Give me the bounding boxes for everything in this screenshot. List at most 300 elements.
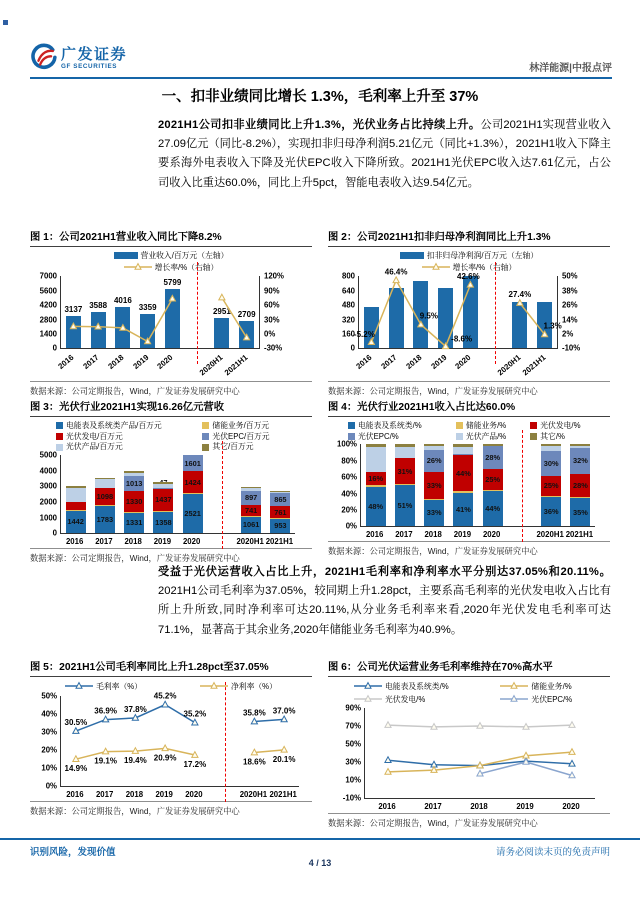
axis-tick-label: 30% <box>264 315 280 325</box>
x-tick-label: 2017 <box>379 353 399 372</box>
bar-segment <box>570 444 590 446</box>
legend-line-swatch <box>124 262 152 274</box>
legend-label: 净利率（%） <box>231 682 277 691</box>
x-axis-labels <box>60 534 294 546</box>
x-tick-label: 2020 <box>453 353 473 372</box>
figure-2-source: 数据来源：公司定期报告，Wind，广发证券发展研究中心 <box>328 381 610 397</box>
x-tick-label: 2020 <box>482 530 501 540</box>
bar-segment <box>366 485 386 487</box>
page-number: 4 / 13 <box>308 858 332 868</box>
axis-tick-label: 1000 <box>39 513 57 523</box>
axis-tick-label: -30% <box>264 343 283 353</box>
legend-label: 储能业务/百万元 <box>212 421 270 430</box>
x-tick-label: 2021H1 <box>269 789 297 799</box>
legend-item <box>56 442 198 452</box>
figure-row-1 <box>30 228 610 397</box>
legend-item <box>114 251 229 261</box>
value-label: 30.5% <box>64 717 88 727</box>
x-axis-labels <box>364 799 594 811</box>
axis-tick-label: 50% <box>41 691 57 701</box>
x-tick-label: 2018 <box>124 537 142 547</box>
value-label: 27.4% <box>508 290 532 300</box>
figure-4-source: 数据来源：公司定期报告，Wind，广发证券发展研究中心 <box>328 541 610 557</box>
y-axis-left <box>30 450 60 538</box>
x-tick-label: 2020H1 <box>197 353 225 378</box>
legend-label: 电能表及系统类产品/百万元 <box>66 421 162 430</box>
bar-value-label: 2951 <box>212 307 231 317</box>
axis-tick-label: 60% <box>341 472 357 482</box>
paragraph-2-body: 2021H1公司毛利率为37.05%，较同期上升1.28pct，主要系高毛利率的光伏发电收入占比有所上升所致,同时净利率可达20.11%,从分业务毛利率来看,2020年光伏发电毛利率可达71.1%，显著高于其余业务,2020年储能业务毛利率为40.9%。 <box>158 585 611 636</box>
axis-tick-label: 160 <box>341 329 355 339</box>
axis-tick-label: 2% <box>562 329 574 339</box>
paragraph-1-body: 公司2021H1实现营业收入27.09亿元（同比-8.2%），实现扣非归母净利润5.21亿元（同比+1.3%），2021H1收入下降主要系海外电表收入下降及光伏EPC收入下降所致。2021H1光伏EPC收入达7.61亿元，占公司收入比重达60.0%，同比上升5pct，智能电表收入达9.54亿元。 <box>158 119 611 189</box>
bar-segment <box>95 478 115 480</box>
page-footer <box>30 844 610 858</box>
axis-tick-label: 120% <box>264 271 284 281</box>
figure-5-plot <box>30 691 312 791</box>
legend-label: 电能表及系统类/% <box>358 421 422 430</box>
legend-label: 光伏发电/百万元 <box>66 431 123 441</box>
segment-value-label: 32% <box>572 456 588 466</box>
segment-value-label: 1783 <box>96 514 114 524</box>
figure-4-title: 图 4：光伏行业2021H1收入占比达60.0% <box>328 398 610 417</box>
legend-swatch <box>202 433 209 440</box>
legend-item <box>56 432 198 442</box>
legend-item <box>348 432 453 442</box>
segment-value-label: 44% <box>485 503 501 513</box>
plot-area <box>60 276 260 349</box>
legend-label: 光伏产品/百万元 <box>66 442 123 452</box>
segment-value-label: 33% <box>426 480 442 490</box>
segment-value-label: 28% <box>572 480 588 490</box>
axis-tick-label: 0% <box>264 329 276 339</box>
x-tick-label: 2019 <box>453 530 472 540</box>
legend-label: 增长率/%（右轴） <box>154 262 219 272</box>
data-point-marker <box>368 339 374 345</box>
x-tick-label: 2021H1 <box>222 353 250 378</box>
x-tick-label: 2016 <box>365 530 384 540</box>
paragraph-1-lead: 2021H1公司扣非业绩同比上升1.3%，光伏业务占比持续上升。 <box>158 119 481 131</box>
axis-tick-label: 60% <box>264 300 280 310</box>
axis-tick-label: 50% <box>562 271 578 281</box>
axis-tick-label: 0 <box>350 343 355 353</box>
legend-item <box>200 681 277 693</box>
x-tick-label: 2020H1 <box>236 537 264 547</box>
legend-swatch <box>202 422 209 429</box>
segment-value-label: 741 <box>244 505 258 515</box>
segment-value-label: 897 <box>244 493 258 503</box>
legend-item <box>354 681 496 693</box>
bar-segment <box>124 473 144 476</box>
line-series <box>73 299 172 342</box>
x-tick-label: 2016 <box>65 537 84 547</box>
x-tick-label: 2018 <box>470 802 488 812</box>
axis-tick-label: 1400 <box>39 329 57 339</box>
axis-tick-label: 40% <box>41 709 57 719</box>
segment-value-label: 36% <box>543 507 559 517</box>
legend-label: 其它/% <box>540 431 565 441</box>
figure-6-plot <box>328 703 610 803</box>
legend-label: 营业收入/百万元（左轴） <box>140 251 229 260</box>
segment-value-label: 1331 <box>125 518 143 528</box>
segment-value-label: 35% <box>572 507 588 517</box>
segment-value-label: 1330 <box>125 497 143 507</box>
segment-value-label: 28% <box>485 453 501 463</box>
x-tick-label: 2020 <box>562 802 580 812</box>
axis-tick-label: 10% <box>345 775 361 785</box>
legend-swatch <box>456 422 463 429</box>
axis-tick-label: 320 <box>341 315 355 325</box>
figure-1 <box>30 228 312 397</box>
bar-segment <box>183 493 203 494</box>
legend-swatch <box>56 433 63 440</box>
axis-tick-label: -10% <box>342 793 361 803</box>
bar-segment <box>453 444 473 446</box>
line-series <box>254 719 284 721</box>
legend-item <box>530 421 610 431</box>
legend-label: 扣非归母净利润/百万元（左轴） <box>426 251 539 260</box>
legend-item <box>456 432 527 442</box>
line-series <box>254 750 284 753</box>
x-tick-label: 2018 <box>424 530 442 540</box>
bar-segment <box>570 497 590 498</box>
bar-segment <box>483 490 503 491</box>
value-label: 37.8% <box>124 704 147 714</box>
legend-label: 光伏EPC/百万元 <box>212 431 270 441</box>
figure-3-source: 数据来源：公司定期报告，Wind，广发证券发展研究中心 <box>30 548 312 564</box>
bar-segment <box>241 488 261 490</box>
bar-value-label: 3137 <box>64 305 83 315</box>
axis-tick-label: 5000 <box>39 450 57 460</box>
legend-swatch <box>530 422 537 429</box>
bar-segment <box>483 444 503 446</box>
legend-label: 光伏产品/% <box>465 431 507 441</box>
axis-tick-label: 90% <box>264 286 280 296</box>
legend-item <box>65 681 142 693</box>
legend-swatch <box>348 422 355 429</box>
data-point-marker <box>162 701 168 707</box>
value-label: 42.6% <box>457 272 480 282</box>
brand-name-en: GF SECURITIES <box>61 63 118 71</box>
bar-segment <box>541 496 561 497</box>
x-tick-label: 2016 <box>56 353 76 372</box>
y-axis-right <box>260 271 298 353</box>
figure-5 <box>30 658 312 829</box>
legend-item <box>124 262 219 274</box>
data-point-marker <box>219 295 225 301</box>
bar-segment <box>424 446 444 450</box>
segment-value-label: 26% <box>426 456 442 466</box>
bar-segment <box>124 471 144 473</box>
figure-4-legend <box>328 421 610 441</box>
footer-slogan: 识别风险，发现价值 <box>30 847 116 858</box>
figure-3-plot <box>30 450 312 538</box>
axis-tick-label: 70% <box>345 721 361 731</box>
legend-label: 储能业务/% <box>531 682 572 691</box>
section-title: 一、扣非业绩同比增长 1.3%，毛利率上升至 37% <box>161 89 479 105</box>
value-label: 19.4% <box>124 755 147 765</box>
bar-segment <box>241 487 261 488</box>
value-label: -5.2% <box>353 330 375 340</box>
legend-label: 增长率/%（右轴） <box>452 262 517 272</box>
data-point-marker <box>169 296 175 302</box>
bar-segment <box>541 446 561 451</box>
figure-6-legend <box>328 681 610 705</box>
y-axis-left <box>328 439 360 531</box>
legend-line-swatch <box>500 681 528 693</box>
axis-tick-label: 30% <box>41 727 57 737</box>
axis-tick-label: 20% <box>41 745 57 755</box>
data-point-marker <box>517 300 523 306</box>
value-label: 45.2% <box>153 691 177 701</box>
segment-value-label: 48% <box>368 502 384 512</box>
value-label: 36.9% <box>94 706 117 716</box>
figure-3 <box>30 398 312 564</box>
legend-label: 其它/百万元 <box>212 442 254 452</box>
y-axis-right <box>558 271 596 353</box>
figure-6-title: 图 6：公司光伏运营业务毛利率维持在70%高水平 <box>328 658 610 677</box>
legend-swatch <box>530 433 537 440</box>
figure-2-legend <box>328 251 610 273</box>
segment-value-label: 30% <box>543 458 559 468</box>
legend-label: 光伏EPC/% <box>358 431 399 441</box>
axis-tick-label: 5600 <box>39 286 57 296</box>
axis-tick-label: 14% <box>562 315 578 325</box>
legend-item <box>354 694 496 706</box>
x-tick-label: 2018 <box>125 789 144 799</box>
x-tick-label: 2017 <box>395 530 413 540</box>
x-tick-label: 2019 <box>155 789 173 799</box>
axis-tick-label: 2800 <box>39 315 57 325</box>
axis-tick-label: 480 <box>341 300 355 310</box>
data-point-marker <box>385 757 391 763</box>
bar-segment <box>541 444 561 446</box>
value-label: 35.2% <box>183 709 207 719</box>
axis-tick-label: 2000 <box>39 497 57 507</box>
segment-value-label: 1601 <box>184 458 201 468</box>
line-chart-layer <box>365 708 595 798</box>
legend-swatch <box>400 252 424 259</box>
axis-tick-label: 38% <box>562 286 578 296</box>
legend-line-swatch <box>65 681 93 693</box>
plot-area <box>360 444 595 527</box>
bar-segment <box>153 484 173 488</box>
value-label: 17.2% <box>183 759 207 769</box>
line-chart-layer <box>61 276 259 348</box>
bar-segment <box>424 444 444 446</box>
bar-segment <box>66 488 86 503</box>
axis-tick-label: -10% <box>562 343 581 353</box>
data-point-marker <box>393 277 399 283</box>
figure-5-title: 图 5：2021H1公司毛利率同比上升1.28pct至37.05% <box>30 658 312 677</box>
x-tick-label: 2021H1 <box>565 530 594 540</box>
legend-item <box>348 421 453 431</box>
legend-label: 电能表及系统类/% <box>385 682 449 691</box>
x-tick-label: 2020 <box>185 789 203 799</box>
segment-value-label: 1358 <box>155 518 172 528</box>
figure-5-source: 数据来源：公司定期报告，Wind，广发证券发展研究中心 <box>30 801 312 817</box>
x-tick-label: 2021H1 <box>520 353 548 378</box>
bar-segment <box>453 491 473 493</box>
bar-segment <box>366 444 386 446</box>
x-axis-labels <box>56 349 258 379</box>
axis-tick-label: 0 <box>52 343 57 353</box>
figure-row-2 <box>30 398 610 564</box>
axis-tick-label: 0% <box>45 781 57 791</box>
data-point-marker <box>467 282 473 288</box>
axis-tick-label: 40% <box>341 489 357 499</box>
x-axis-labels <box>360 527 594 539</box>
bar-segment <box>153 511 173 512</box>
segment-value-label: 33% <box>426 508 442 518</box>
legend-item <box>202 432 312 442</box>
x-tick-label: 2020 <box>155 353 175 372</box>
x-tick-label: 2019 <box>429 353 449 372</box>
bar-segment <box>395 484 415 485</box>
value-label: 19.1% <box>94 756 117 766</box>
bar-segment <box>453 454 473 455</box>
bar-segment <box>366 447 386 472</box>
figure-1-plot <box>30 271 312 353</box>
x-tick-label: 2021H1 <box>265 537 294 547</box>
axis-tick-label: 100% <box>337 439 357 449</box>
gf-securities-logo <box>30 43 127 75</box>
bar-segment <box>270 491 290 492</box>
value-label: 35.8% <box>243 708 266 718</box>
y-axis-left <box>30 691 60 791</box>
segment-value-label: 1061 <box>242 520 260 530</box>
report-doc-label: 林洋能源|中报点评 <box>529 63 612 74</box>
bar-segment <box>424 499 444 500</box>
x-tick-label: 2017 <box>424 802 442 812</box>
figure-2-title: 图 2：公司2021H1扣非归母净利润同比上升1.3% <box>328 228 610 247</box>
x-tick-label: 2016 <box>354 353 374 372</box>
value-label: 9.5% <box>419 312 438 322</box>
bar-segment <box>66 510 86 511</box>
segment-value-label: 865 <box>274 494 287 504</box>
legend-item <box>202 442 312 452</box>
bar-segment <box>570 446 590 448</box>
legend-line-swatch <box>354 681 382 693</box>
x-tick-label: 2019 <box>131 353 151 372</box>
axis-tick-label: 90% <box>345 703 361 713</box>
axis-tick-label: 640 <box>341 286 355 296</box>
bar-segment <box>453 447 473 454</box>
bar-segment <box>153 482 173 484</box>
axis-tick-label: 0 <box>52 528 57 538</box>
paragraph-2-lead: 受益于光伏运营收入占比上升，2021H1毛利率和净利率水平分别达37.05%和20.11%。 <box>158 566 611 578</box>
bar-segment <box>270 492 290 493</box>
bar-segment <box>95 479 115 488</box>
legend-swatch <box>56 422 63 429</box>
segment-value-label: 41% <box>455 505 471 515</box>
legend-item <box>456 421 527 431</box>
x-tick-label: 2018 <box>106 353 126 372</box>
bar-value-label: 5799 <box>163 277 182 287</box>
legend-swatch <box>456 433 463 440</box>
value-label: 46.4% <box>384 267 408 277</box>
plot-area <box>60 691 299 787</box>
page-header <box>30 40 612 79</box>
legend-label: 光伏EPC/% <box>531 694 573 704</box>
bar-value-label: 2709 <box>237 309 256 319</box>
x-tick-label: 2016 <box>378 802 396 812</box>
period-separator-line <box>522 430 523 542</box>
bar-segment <box>66 486 86 488</box>
legend-label: 储能业务/% <box>465 421 507 430</box>
segment-value-label: 16% <box>368 474 384 484</box>
figure-1-source: 数据来源：公司定期报告，Wind，广发证券发展研究中心 <box>30 381 312 397</box>
bar-segment <box>395 444 415 446</box>
x-tick-label: 2017 <box>81 353 101 372</box>
line-series <box>520 304 545 335</box>
value-label: 20.9% <box>153 753 177 763</box>
bar-value-label: 3588 <box>89 300 108 310</box>
legend-item <box>500 694 610 706</box>
axis-tick-label: 3000 <box>39 481 57 491</box>
bar-segment <box>66 502 86 510</box>
x-tick-label: 2017 <box>95 789 114 799</box>
legend-label: 光伏发电/% <box>385 694 426 704</box>
paragraph-1 <box>158 116 611 193</box>
legend-item <box>500 681 610 693</box>
x-tick-label: 2020H1 <box>239 789 268 799</box>
segment-value-label: 761 <box>274 507 287 517</box>
x-tick-label: 2018 <box>404 353 424 372</box>
legend-label: 毛利率（%） <box>96 682 142 691</box>
value-label: 14.9% <box>64 763 88 773</box>
legend-swatch <box>202 444 209 451</box>
axis-tick-label: 0% <box>345 521 357 531</box>
figure-row-3 <box>30 658 610 829</box>
value-label: -8.6% <box>451 334 473 344</box>
y-axis-left <box>30 271 60 353</box>
x-tick-label: 2020 <box>182 537 201 547</box>
axis-tick-label: 26% <box>562 300 578 310</box>
axis-tick-label: 20% <box>341 505 357 515</box>
legend-item <box>530 432 610 442</box>
axis-tick-label: 800 <box>341 271 355 281</box>
axis-tick-label: 4200 <box>39 300 57 310</box>
footer-divider <box>0 838 640 840</box>
legend-item <box>400 251 538 261</box>
figure-4 <box>328 398 610 564</box>
x-tick-label: 2019 <box>516 802 534 812</box>
figure-2 <box>328 228 610 397</box>
bar-value-label: 3359 <box>138 302 157 312</box>
segment-value-label: 25% <box>485 474 501 484</box>
x-tick-label: 2016 <box>66 789 84 799</box>
y-axis-left <box>328 703 364 803</box>
axis-tick-label: 7000 <box>39 271 57 281</box>
x-tick-label: 2020H1 <box>536 530 564 540</box>
value-label: 18.6% <box>243 757 266 767</box>
line-series <box>222 298 247 338</box>
figure-3-legend <box>30 421 312 452</box>
paragraph-2 <box>158 563 611 640</box>
figure-3-title: 图 3：光伏行业2021H1实现16.26亿元营收 <box>30 398 312 417</box>
segment-value-label: 51% <box>397 501 413 511</box>
segment-value-label: 2521 <box>184 509 201 519</box>
segment-value-label: 44% <box>455 468 471 478</box>
value-label: 20.1% <box>272 754 296 764</box>
axis-tick-label: 80% <box>341 456 357 466</box>
value-label: 37.0% <box>272 706 296 716</box>
axis-tick-label: 10% <box>41 763 57 773</box>
legend-swatch <box>114 252 138 259</box>
bar-segment <box>395 447 415 458</box>
legend-item <box>202 421 312 431</box>
